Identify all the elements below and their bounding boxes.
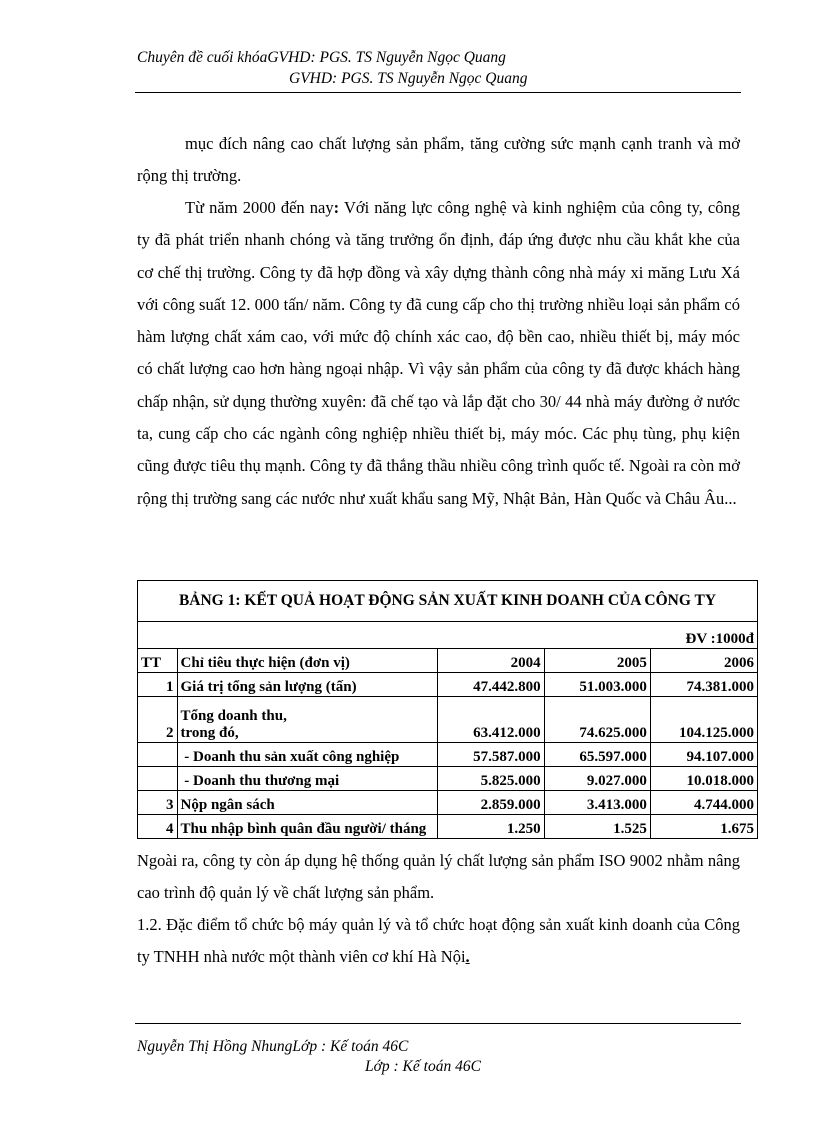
paragraph-2-lead: Từ năm 2000 đến nay [185, 198, 334, 217]
paragraph-3: Ngoài ra, công ty còn áp dụng hệ thống quản lý chất lượng sản phẩm ISO 9002 nhằm nâng cao trình độ quản lý về chất lượng sản phẩm. [137, 851, 740, 903]
paragraph-2 [137, 192, 740, 515]
row-name: - Doanh thu sản xuất công nghiệp [177, 743, 438, 767]
row-2006: 74.381.000 [650, 673, 757, 697]
row-2006: 104.125.000 [650, 697, 757, 743]
row-tt [138, 767, 178, 791]
row-tt: 1 [138, 673, 178, 697]
paragraph-4-text: 1.2. Đặc điểm tổ chức bộ máy quản lý và tổ chức hoạt động sản xuất kinh doanh của Công ty TNHH nhà nước một thành viên cơ khí Hà Nội [137, 915, 740, 967]
row-tt: 3 [138, 791, 178, 815]
row-name: Nộp ngân sách [177, 791, 438, 815]
row-tt: 2 [138, 697, 178, 743]
row-2006: 94.107.000 [650, 743, 757, 767]
paragraph-4-end: . [465, 947, 470, 967]
paragraph-2-colon: : [333, 198, 340, 217]
table-header-row [138, 649, 758, 673]
row-2004: 57.587.000 [438, 743, 544, 767]
row-name [177, 697, 438, 743]
row-2005: 1.525 [544, 815, 650, 839]
header-2006: 2006 [650, 649, 757, 673]
header-2004: 2004 [438, 649, 544, 673]
row-2004: 1.250 [438, 815, 544, 839]
row-2005: 3.413.000 [544, 791, 650, 815]
table-row [138, 697, 758, 743]
row-name: Giá trị tổng sản lượng (tấn) [177, 673, 438, 697]
row-2005: 9.027.000 [544, 767, 650, 791]
table-row [138, 791, 758, 815]
header-2005: 2005 [544, 649, 650, 673]
page-header-line1: Chuyên đề cuối khóaGVHD: PGS. TS Nguyễn Ngọc Quang [137, 49, 506, 66]
row-name: Thu nhập bình quân đầu người/ tháng [177, 815, 438, 839]
header-rule [135, 92, 741, 93]
page-header-line2: GVHD: PGS. TS Nguyễn Ngọc Quang [289, 70, 528, 87]
row-2005: 65.597.000 [544, 743, 650, 767]
row-2005: 74.625.000 [544, 697, 650, 743]
row-name-line2: trong đó, [180, 725, 239, 741]
header-tt: TT [138, 649, 178, 673]
row-2005: 51.003.000 [544, 673, 650, 697]
table-title: BẢNG 1: KẾT QUẢ HOẠT ĐỘNG SẢN XUẤT KINH DOANH CỦA CÔNG TY [138, 581, 758, 622]
table-row [138, 767, 758, 791]
paragraph-2-text: Với năng lực công nghệ và kinh nghiệm của công ty, công ty đã phát triển nhanh chóng và tăng trưởng ổn định, đáp ứng được nhu cầu khắt khe của cơ chế thị trường. Công ty đã hợp đồng và xây dựng thành công nhà máy xi măng Lưu Xá với công suất 12. 000 tấn/ năm. Công ty đã cung cấp cho thị trường nhiều loại sản phẩm có hàm lượng chất xám cao, với mức độ chính xác cao, độ bền cao, nhiều thiết bị, máy móc có chất lượng cao hơn hàng ngoại nhập. Vì vậy sản phẩm của công ty đã được khách hàng chấp nhận, sử dụng thường xuyên: đã chế tạo và lắp đặt cho 30/ 44 nhà máy đường ở nước ta, cung cấp cho các ngành công nghiệp nhiều thiết bị, máy móc. Các phụ tùng, phụ kiện cũng được tiêu thụ mạnh. Công ty đã thắng thầu nhiều công trình quốc tế. Ngoài ra còn mở rộng thị trường sang các nước như xuất khẩu sang Mỹ, Nhật Bản, Hàn Quốc và Châu Âu... [137, 198, 740, 508]
row-name-line1: Tổng doanh thu, [180, 708, 287, 724]
row-2004: 5.825.000 [438, 767, 544, 791]
table-unit: ĐV :1000đ [138, 622, 758, 649]
paragraph-1: mục đích nâng cao chất lượng sản phẩm, tăng cường sức mạnh cạnh tranh và mở rộng thị trường. [137, 134, 740, 186]
results-table [137, 580, 758, 839]
footer-rule [135, 1023, 741, 1024]
row-2006: 10.018.000 [650, 767, 757, 791]
row-2004: 63.412.000 [438, 697, 544, 743]
row-2006: 4.744.000 [650, 791, 757, 815]
row-2004: 2.859.000 [438, 791, 544, 815]
table-row [138, 815, 758, 839]
row-2004: 47.442.800 [438, 673, 544, 697]
table-row [138, 743, 758, 767]
page-footer-line1: Nguyễn Thị Hồng NhungLớp : Kế toán 46C [137, 1038, 409, 1055]
row-name: - Doanh thu thương mại [177, 767, 438, 791]
row-2006: 1.675 [650, 815, 757, 839]
table-row [138, 673, 758, 697]
page-footer-line2: Lớp : Kế toán 46C [365, 1058, 481, 1075]
paragraph-4 [137, 909, 740, 974]
row-tt [138, 743, 178, 767]
header-indicator: Chỉ tiêu thực hiện (đơn vị) [177, 649, 438, 673]
row-tt: 4 [138, 815, 178, 839]
